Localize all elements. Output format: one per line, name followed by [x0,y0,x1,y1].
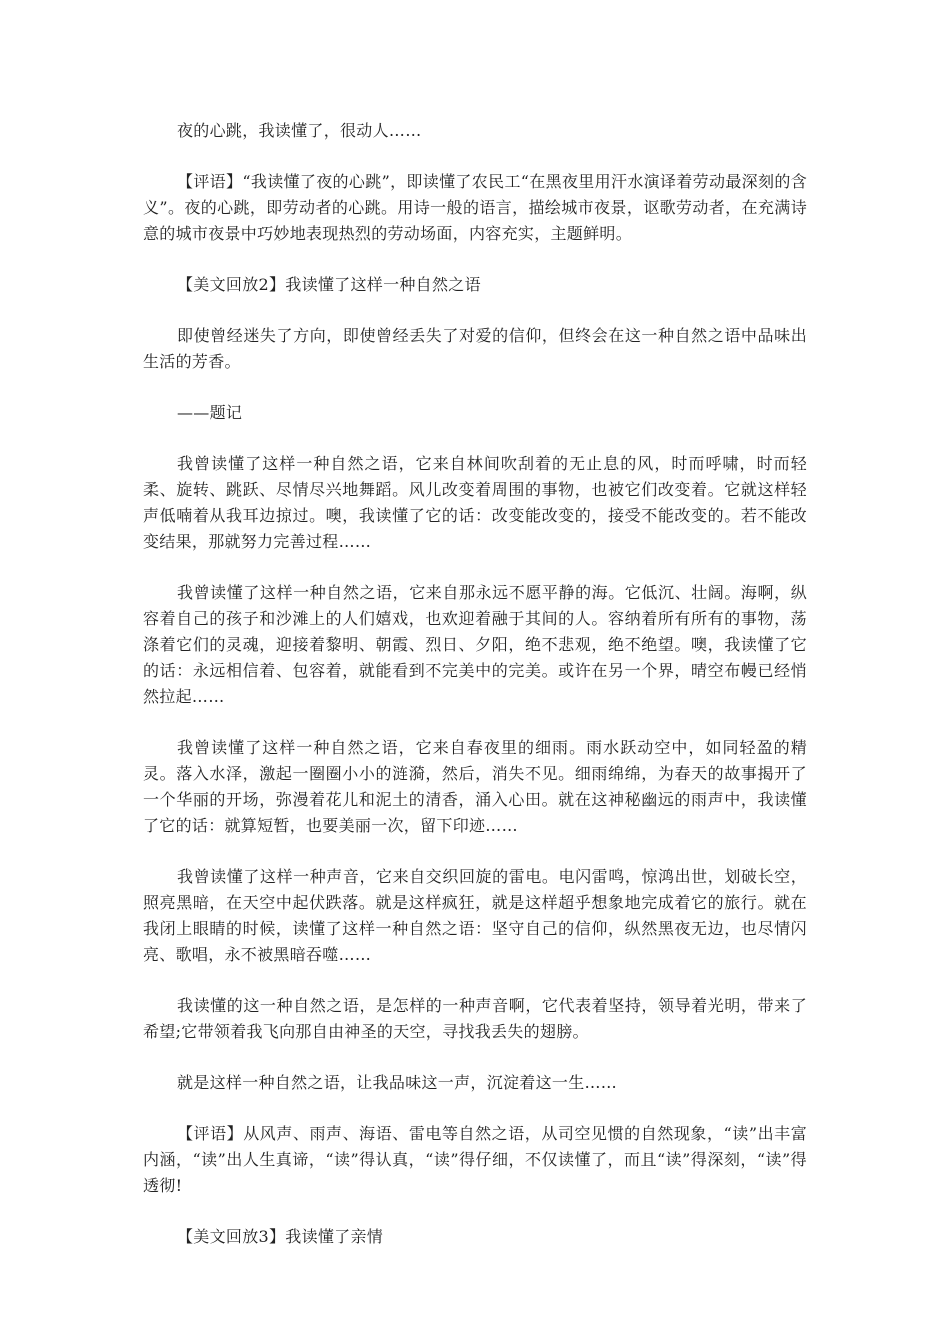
body-paragraph: 夜的心跳，我读懂了，很动人…… [177,121,422,140]
document-body [143,118,807,1275]
body-paragraph: 我曾读懂了这样一种自然之语，它来自春夜里的细雨。雨水跃动空中，如同轻盈的精灵。落入水泽，激起一圈圈小小的涟漪，然后，消失不见。细雨绵绵，为春天的故事揭开了一个华丽的开场，弥漫着花儿和泥土的清香，涌入心田。就在这神秘幽远的雨声中，我读懂了它的话：就算短暂，也要美丽一次，留下印迹…… [143,738,807,835]
body-paragraph: 我曾读懂了这样一种自然之语，它来自林间吹刮着的无止息的风，时而呼啸，时而轻柔、旋转、跳跃、尽情尽兴地舞蹈。风儿改变着周围的事物，也被它们改变着。它就这样轻声低喃着从我耳边掠过。噢，我读懂了它的话：改变能改变的，接受不能改变的。若不能改变结果，那就努力完善过程…… [143,454,807,551]
comment-paragraph: 【评语】从风声、雨声、海语、雷电等自然之语，从司空见惯的自然现象，“读”出丰富内涵，“读”出人生真谛，“读”得认真，“读”得仔细，不仅读懂了，而且“读”得深刻，“读”得透彻! [143,1124,807,1195]
body-paragraph: 就是这样一种自然之语，让我品味这一声，沉淀着这一生…… [177,1073,618,1092]
body-paragraph: 我读懂的这一种自然之语，是怎样的一种声音啊，它代表着坚持，领导着光明，带来了希望;它带领着我飞向那自由神圣的天空，寻找我丢失的翅膀。 [143,996,807,1041]
section-heading: 【美文回放2】我读懂了这样一种自然之语 [177,275,481,294]
body-paragraph: 我曾读懂了这样一种自然之语，它来自那永远不愿平静的海。它低沉、壮阔。海啊，纵容着自己的孩子和沙滩上的人们嬉戏，也欢迎着融于其间的人。容纳着所有所有的事物，荡涤着它们的灵魂，迎接着黎明、朝霞、烈日、夕阳，绝不悲观，绝不绝望。噢，我读懂了它的话：永远相信着、包容着，就能看到不完美中的完美。或许在另一个界，晴空布幔已经悄然拉起…… [143,583,807,706]
body-paragraph: 我曾读懂了这样一种声音，它来自交织回旋的雷电。电闪雷鸣，惊鸿出世，划破长空，照亮黑暗，在天空中起伏跌落。就是这样疯狂，就是这样超乎想象地完成着它的旅行。就在我闭上眼睛的时候，读懂了这样一种自然之语：坚守自己的信仰，纵然黑夜无边，也尽情闪亮、歌唱，永不被黑暗吞噬…… [143,867,807,964]
body-paragraph: 即使曾经迷失了方向，即使曾经丢失了对爱的信仰，但终会在这一种自然之语中品味出生活的芳香。 [143,326,807,371]
section-heading: 【美文回放3】我读懂了亲情 [177,1227,384,1246]
epigraph-label: ——题记 [177,403,243,422]
comment-paragraph: 【评语】“我读懂了夜的心跳”，即读懂了农民工“在黑夜里用汗水演译着劳动最深刻的含义”。夜的心跳，即劳动者的心跳。用诗一般的语言，描绘城市夜景，讴歌劳动者，在充满诗意的城市夜景中巧妙地表现热烈的劳动场面，内容充实，主题鲜明。 [143,172,807,243]
